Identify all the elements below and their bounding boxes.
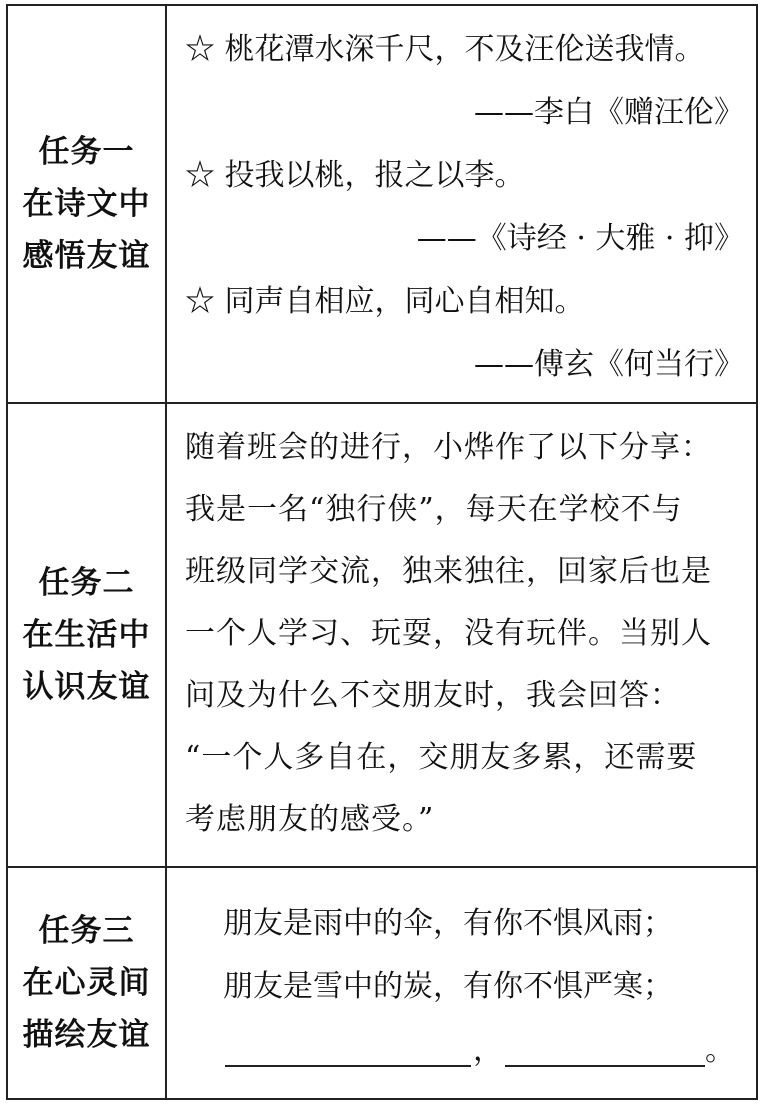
task-row-3	[8, 868, 756, 1098]
task-1-subtitle-1: 在诗文中	[22, 186, 151, 222]
friendship-line-1: 朋友是雨中的伞，有你不惧风雨；	[223, 906, 673, 941]
quote-3-text: ☆ 同声自相应，同心自相知。	[185, 284, 585, 319]
paragraph-line-3: 班级同学交流，独来独往，回家后也是	[185, 554, 712, 589]
paragraph-line-4: 一个人学习、玩耍，没有玩伴。当别人	[185, 616, 712, 651]
quote-1-text: ☆ 桃花潭水深千尺，不及汪伦送我情。	[185, 32, 705, 67]
quote-3-source: ——傅玄《何当行》	[474, 347, 744, 382]
task-3-subtitle-2: 描绘友谊	[22, 1017, 151, 1053]
blank-answer-1[interactable]	[225, 1065, 471, 1067]
task-3-label-cell	[8, 868, 167, 1098]
paragraph-line-5: 问及为什么不交朋友时，我会回答：	[185, 678, 681, 713]
quote-2-text: ☆ 投我以桃，报之以李。	[185, 158, 525, 193]
blank-end-mark: 。	[705, 1033, 735, 1068]
task-row-1	[8, 6, 756, 404]
blank-separator: ，	[473, 1033, 503, 1068]
task-1-title: 任务一	[38, 134, 135, 170]
task-1-label-cell	[8, 6, 167, 402]
friendship-line-2: 朋友是雪中的炭，有你不惧严寒；	[223, 969, 673, 1004]
paragraph-line-2: 我是一名“独行侠”，每天在学校不与	[185, 492, 683, 527]
task-2-subtitle-2: 认识友谊	[22, 669, 151, 705]
task-1-subtitle-2: 感悟友谊	[22, 238, 151, 274]
task-3-subtitle-1: 在心灵间	[22, 965, 151, 1001]
task-2-subtitle-1: 在生活中	[22, 617, 151, 653]
task-row-2	[8, 404, 756, 868]
task-3-content-cell	[167, 868, 756, 1098]
task-2-title: 任务二	[38, 565, 135, 601]
task-1-content-cell	[167, 6, 756, 402]
quote-2-source: ——《诗经 · 大雅 · 抑》	[416, 221, 744, 256]
task-table	[6, 4, 758, 1100]
task-2-content-cell	[167, 404, 756, 866]
task-3-title: 任务三	[38, 913, 135, 949]
paragraph-line-1: 随着班会的进行，小烨作了以下分享：	[185, 430, 712, 465]
blank-answer-2[interactable]	[505, 1065, 705, 1067]
quote-1-source: ——李白《赠汪伦》	[474, 95, 744, 130]
task-2-label-cell	[8, 404, 167, 866]
paragraph-line-6: “一个人多自在，交朋友多累，还需要	[185, 740, 698, 775]
paragraph-line-7: 考虑朋友的感受。”	[185, 802, 435, 837]
